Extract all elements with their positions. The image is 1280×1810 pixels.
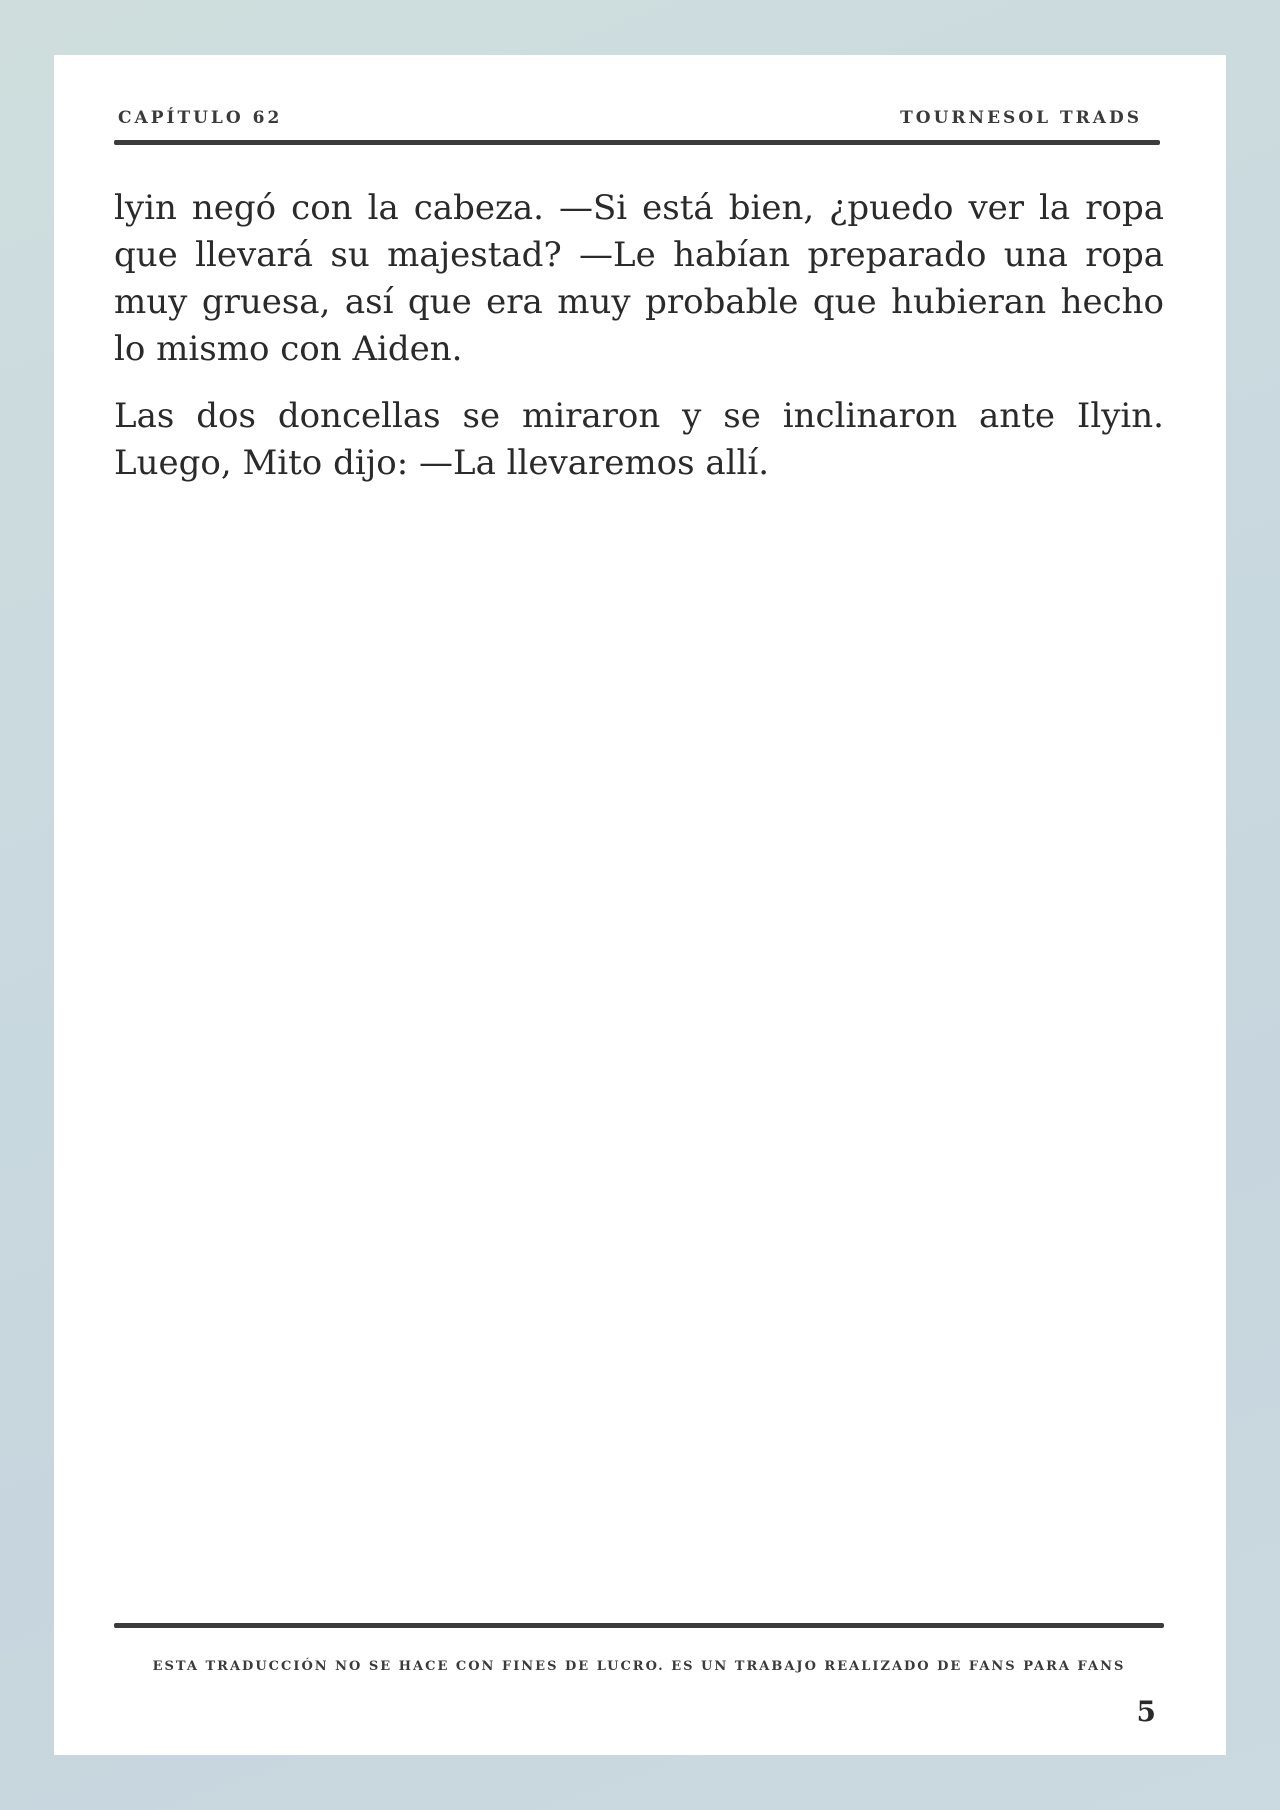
disclaimer-text: ESTA TRADUCCIÓN NO SE HACE CON FINES DE LUCRO. ES UN TRABAJO REALIZADO DE FANS PARA FANS: [152, 1659, 1126, 1674]
paragraph: Las dos doncellas se miraron y se inclinaron ante Ilyin. Luego, Mito dijo: —La llevaremos allí.: [114, 396, 1164, 483]
page-sheet: [54, 55, 1226, 1755]
header-divider: [114, 140, 1160, 145]
page-body: [114, 185, 1164, 507]
footer-divider: [114, 1623, 1164, 1628]
group-label: TOURNESOL TRADS: [900, 108, 1142, 128]
paragraph: lyin negó con la cabeza. —Si está bien, ¿puedo ver la ropa que llevará su majestad? —Le habían preparado una ropa muy gruesa, así que era muy probable que hubieran hecho lo mismo con Aiden.: [114, 188, 1164, 369]
chapter-label: CAPÍTULO 62: [118, 108, 283, 128]
page-number: 5: [1136, 1695, 1156, 1728]
page-header: [118, 103, 1142, 133]
